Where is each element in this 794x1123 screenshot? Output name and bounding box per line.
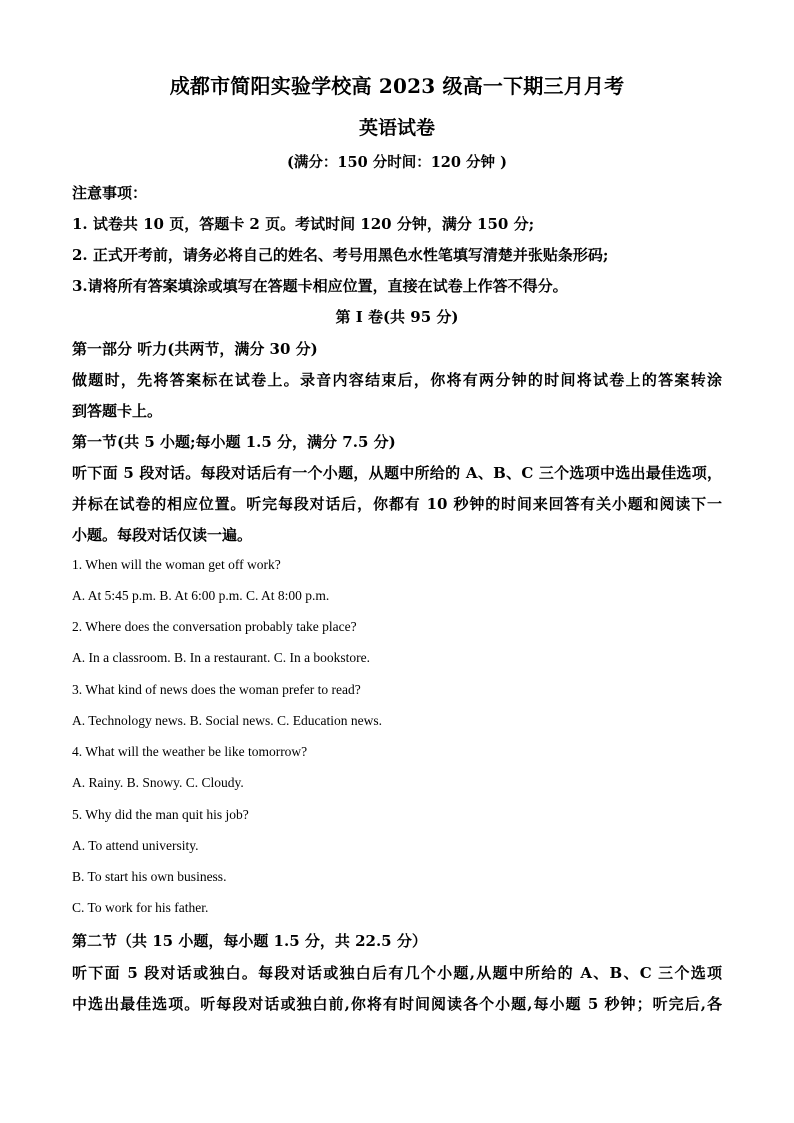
note-item: 2. 正式开考前，请务必将自己的姓名、考号用黑色水性笔填写清楚并张贴条形码; (72, 246, 609, 264)
question-option: A. To attend university. (72, 838, 199, 853)
question-options: A. At 5:45 p.m. B. At 6:00 p.m. C. At 8:00 p.m. (72, 588, 330, 603)
note-item: 3.请将所有答案填涂或填写在答题卡相应位置，直接在试卷上作答不得分。 (72, 277, 568, 295)
question-options: A. Rainy. B. Snowy. C. Cloudy. (72, 775, 244, 790)
part1-instruction: 做题时，先将答案标在试卷上。录音内容结束后，你将有两分钟的时间将试卷上的答案转涂 (72, 371, 722, 389)
question-text: 3. What kind of news does the woman prefer to read? (72, 682, 361, 697)
question-options: A. Technology news. B. Social news. C. Education news. (72, 713, 383, 728)
question-text: 1. When will the woman get off work? (72, 557, 281, 572)
section2-instruction: 听下面 5 段对话或独白。每段对话或独白后有几个小题,从题中所给的 A、B、C 三个选项 (72, 964, 722, 982)
exam-title: 成都市简阳实验学校高 2023 级高一下期三月月考 (169, 74, 625, 98)
question-options: A. In a classroom. B. In a restaurant. C. In a bookstore. (72, 650, 371, 665)
section1-instruction: 并标在试卷的相应位置。听完每段对话后，你都有 10 秒钟的时间来回答有关小题和阅读下一 (72, 495, 722, 513)
question-text: 4. What will the weather be like tomorrow? (72, 744, 308, 759)
question-text: 2. Where does the conversation probably take place? (72, 619, 357, 634)
volume-title: 第 I 卷(共 95 分) (335, 308, 459, 326)
question-option: C. To work for his father. (72, 900, 209, 915)
section2-instruction: 中选出最佳选项。听每段对话或独白前,你将有时间阅读各个小题,每小题 5 秒钟；听完后,各 (72, 995, 722, 1013)
question-option: B. To start his own business. (72, 869, 227, 884)
section2-heading: 第二节（共 15 小题，每小题 1.5 分，共 22.5 分） (72, 932, 427, 950)
exam-subject: 英语试卷 (358, 117, 435, 139)
part1-instruction: 到答题卡上。 (72, 402, 163, 420)
part1-heading: 第一部分 听力(共两节，满分 30 分) (72, 340, 318, 358)
section1-instruction: 小题。每段对话仅读一遍。 (72, 526, 253, 544)
section1-heading: 第一节(共 5 小题;每小题 1.5 分，满分 7.5 分) (72, 433, 396, 451)
notes-heading: 注意事项： (72, 184, 148, 202)
note-item: 1. 试卷共 10 页，答题卡 2 页。考试时间 120 分钟，满分 150 分; (72, 215, 535, 233)
section1-instruction: 听下面 5 段对话。每段对话后有一个小题，从题中所给的 A、B、C 三个选项中选出最佳选项， (72, 464, 722, 482)
question-text: 5. Why did the man quit his job? (72, 807, 249, 822)
score-time: (满分：150 分时间：120 分钟 ) (287, 154, 507, 171)
